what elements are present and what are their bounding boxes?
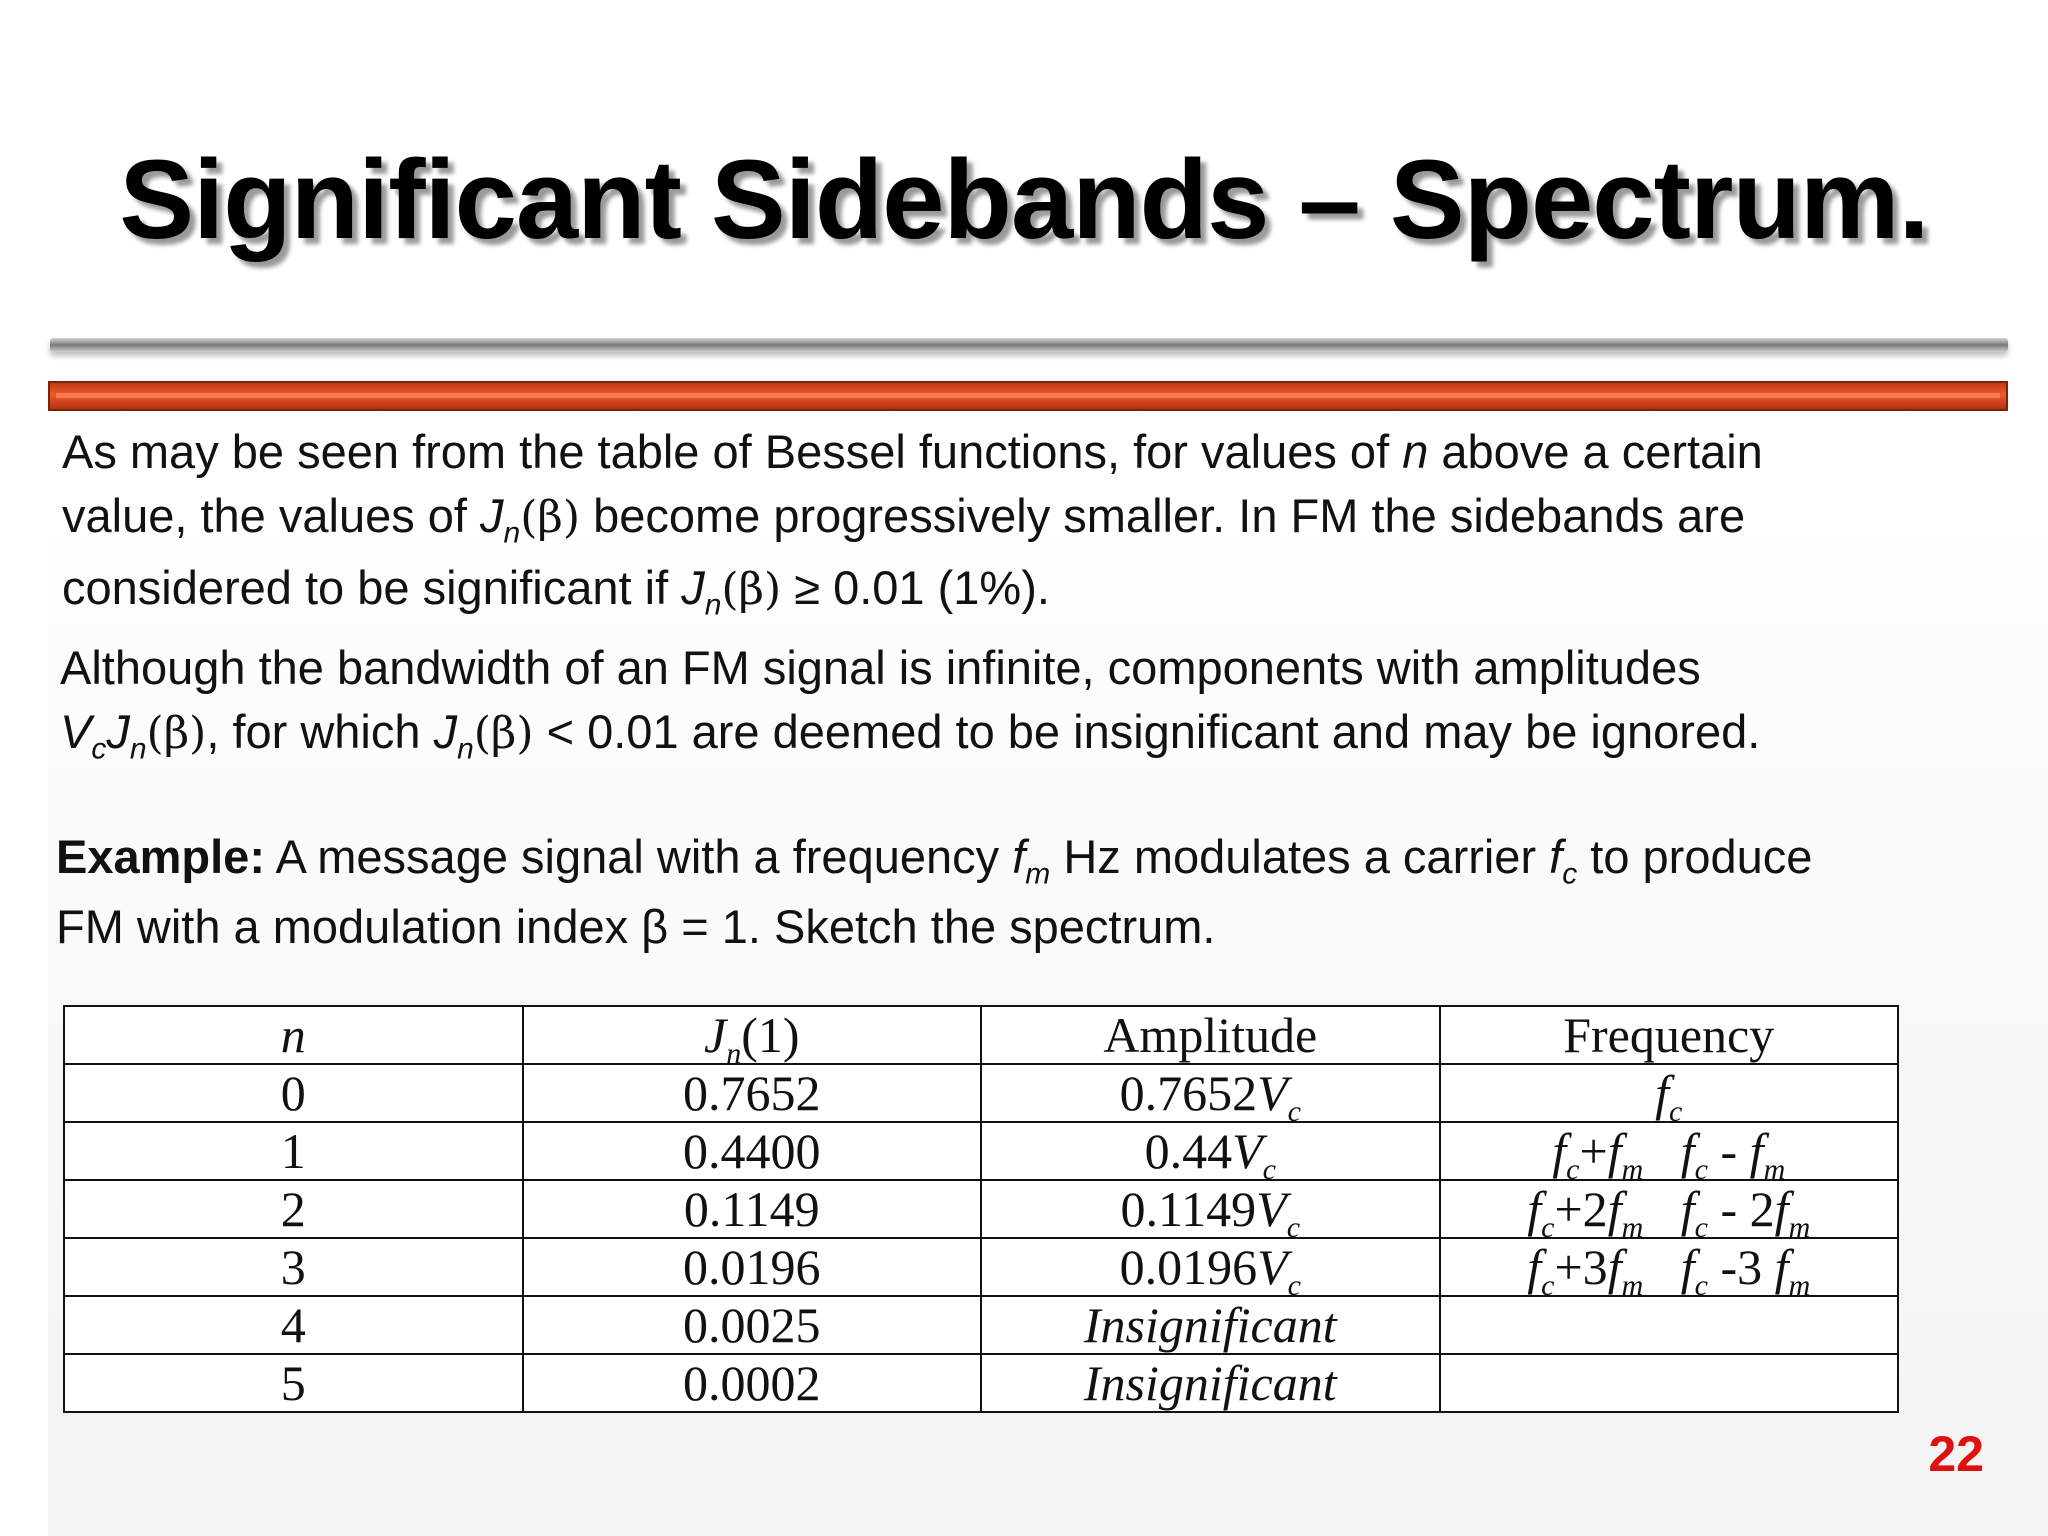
symbol-f: f bbox=[1774, 1181, 1789, 1237]
cell-n: 1 bbox=[64, 1122, 523, 1180]
paragraph-line bbox=[62, 420, 2022, 484]
header-jn bbox=[523, 1006, 982, 1070]
symbol-V: V bbox=[1257, 1065, 1288, 1121]
symbol-f: f bbox=[1549, 830, 1563, 883]
subscript-n: n bbox=[503, 516, 521, 550]
paragraph-line: FM with a modulation index β = 1. Sketch the spectrum. bbox=[56, 900, 1216, 953]
symbol-f: f bbox=[1527, 1239, 1542, 1295]
beta-arg: (β) bbox=[473, 708, 534, 759]
symbol-f: f bbox=[1774, 1239, 1789, 1295]
text-run: to produce bbox=[1577, 830, 1813, 883]
text-run: -3 bbox=[1708, 1239, 1775, 1295]
cell-n: 5 bbox=[64, 1354, 523, 1412]
header-n: n bbox=[64, 1006, 523, 1064]
bessel-table bbox=[63, 1005, 1899, 1413]
symbol-f: f bbox=[1680, 1123, 1695, 1179]
cell-jn: 0.1149 bbox=[523, 1180, 982, 1238]
subscript-m: m bbox=[1763, 1153, 1786, 1186]
header-amplitude: Amplitude bbox=[981, 1006, 1440, 1064]
table-row bbox=[64, 1122, 1898, 1180]
table-row bbox=[64, 1180, 1898, 1238]
text-run: considered to be significant if bbox=[62, 561, 682, 614]
subscript-c: c bbox=[1541, 1269, 1555, 1302]
text-run: A message signal with a frequency bbox=[264, 830, 1013, 883]
symbol-f: f bbox=[1680, 1181, 1695, 1237]
text-run: +3 bbox=[1554, 1239, 1608, 1295]
symbol-J: J bbox=[106, 705, 130, 758]
example-paragraph bbox=[56, 822, 2016, 962]
symbol-J: J bbox=[681, 561, 705, 614]
table-row bbox=[64, 1238, 1898, 1296]
text-run: 0.44 bbox=[1144, 1123, 1233, 1179]
table-row bbox=[64, 1354, 1898, 1412]
subscript-c: c bbox=[1694, 1269, 1708, 1302]
beta-arg: (β) bbox=[146, 708, 207, 759]
subscript-n: n bbox=[129, 732, 147, 766]
subscript-m: m bbox=[1788, 1269, 1811, 1302]
subscript-c: c bbox=[1694, 1211, 1708, 1244]
text-run: - bbox=[1708, 1123, 1750, 1179]
subscript-m: m bbox=[1621, 1211, 1644, 1244]
symbol-V: V bbox=[1232, 1123, 1263, 1179]
cell-jn: 0.0196 bbox=[523, 1238, 982, 1296]
symbol-J: J bbox=[433, 705, 458, 758]
symbol-f: f bbox=[1749, 1123, 1764, 1179]
symbol-f: f bbox=[1012, 830, 1026, 883]
cell-frequency bbox=[1440, 1064, 1899, 1128]
paragraph-line: Although the bandwidth of an FM signal is infinite, components with amplitudes bbox=[60, 641, 1701, 694]
text-run: , for which bbox=[206, 705, 434, 758]
subscript-c: c bbox=[1562, 857, 1578, 891]
symbol-V: V bbox=[1257, 1239, 1288, 1295]
cell-amplitude bbox=[981, 1064, 1440, 1128]
cell-frequency bbox=[1440, 1354, 1899, 1412]
cell-n: 3 bbox=[64, 1238, 523, 1296]
cell-jn: 0.4400 bbox=[523, 1122, 982, 1180]
cell-frequency bbox=[1440, 1122, 1899, 1186]
symbol-f: f bbox=[1607, 1239, 1622, 1295]
cell-jn: 0.0002 bbox=[523, 1354, 982, 1412]
text-run: ≥ 0.01 (1%). bbox=[781, 561, 1050, 614]
subscript-c: c bbox=[1694, 1153, 1708, 1186]
subscript-c: c bbox=[1287, 1269, 1301, 1302]
subscript-c: c bbox=[1566, 1153, 1580, 1186]
cell-amplitude bbox=[981, 1180, 1440, 1244]
cell-jn: 0.7652 bbox=[523, 1064, 982, 1122]
subscript-n: n bbox=[704, 588, 722, 622]
symbol-f: f bbox=[1607, 1181, 1622, 1237]
text-run: 0.1149 bbox=[1120, 1181, 1257, 1237]
subscript-c: c bbox=[1286, 1211, 1301, 1244]
cell-frequency bbox=[1440, 1180, 1899, 1244]
subscript-c: c bbox=[1287, 1095, 1301, 1128]
cell-amplitude bbox=[981, 1122, 1440, 1186]
text-run: As may be seen from the table of Bessel functions, for values of bbox=[62, 425, 1403, 478]
symbol-f: f bbox=[1552, 1123, 1567, 1179]
table-row bbox=[64, 1296, 1898, 1354]
text-run: < 0.01 are deemed to be insignificant and may be ignored. bbox=[533, 705, 1761, 758]
text-run: 0.7652 bbox=[1119, 1065, 1258, 1121]
subscript-c: c bbox=[1262, 1153, 1276, 1186]
cell-amplitude: Insignificant bbox=[981, 1296, 1440, 1354]
symbol-f: f bbox=[1655, 1065, 1670, 1121]
title-divider-red bbox=[48, 381, 2008, 411]
paragraph-line bbox=[62, 556, 2022, 622]
symbol-V: V bbox=[1256, 1181, 1287, 1237]
paragraph-line bbox=[62, 484, 2022, 550]
symbol-J: J bbox=[480, 489, 504, 542]
cell-jn: 0.0025 bbox=[523, 1296, 982, 1354]
beta-arg: (β) bbox=[520, 492, 581, 543]
cell-n: 4 bbox=[64, 1296, 523, 1354]
table-row bbox=[64, 1064, 1898, 1122]
text-run: +2 bbox=[1554, 1181, 1608, 1237]
paragraph-line bbox=[60, 700, 2020, 766]
text-run: - 2 bbox=[1708, 1181, 1775, 1237]
symbol-f: f bbox=[1680, 1239, 1695, 1295]
text-run: value, the values of bbox=[62, 489, 481, 542]
text-run: above a certain bbox=[1428, 425, 1763, 478]
text-run: Hz modulates a carrier bbox=[1050, 830, 1550, 883]
cell-n: 2 bbox=[64, 1180, 523, 1238]
title-divider-grey bbox=[50, 338, 2008, 352]
paragraph-bessel-intro bbox=[62, 420, 2022, 622]
page-number: 22 bbox=[1928, 1426, 1984, 1482]
cell-amplitude: Insignificant bbox=[981, 1354, 1440, 1412]
table-header-row bbox=[64, 1006, 1898, 1064]
subscript-n: n bbox=[457, 732, 474, 766]
text-run: (1) bbox=[741, 1007, 800, 1063]
cell-amplitude bbox=[981, 1238, 1440, 1302]
symbol-f: f bbox=[1527, 1181, 1542, 1237]
slide-title: Significant Sidebands – Spectrum. bbox=[119, 137, 1929, 262]
beta-arg: (β) bbox=[721, 564, 782, 615]
cell-frequency bbox=[1440, 1238, 1899, 1302]
header-frequency: Frequency bbox=[1440, 1006, 1899, 1064]
cell-n: 0 bbox=[64, 1064, 523, 1122]
subscript-m: m bbox=[1621, 1153, 1644, 1186]
subscript-c: c bbox=[1669, 1095, 1683, 1128]
subscript-m: m bbox=[1621, 1269, 1644, 1302]
variable-n: n bbox=[1402, 425, 1429, 478]
symbol-f: f bbox=[1607, 1123, 1622, 1179]
cell-frequency bbox=[1440, 1296, 1899, 1354]
subscript-n: n bbox=[726, 1037, 742, 1070]
subscript-c: c bbox=[91, 732, 107, 766]
symbol-V: V bbox=[60, 705, 92, 758]
text-run: become progressively smaller. In FM the sidebands are bbox=[580, 489, 1746, 542]
subscript-m: m bbox=[1025, 857, 1051, 891]
text-run: + bbox=[1579, 1123, 1608, 1179]
paragraph-insignificant bbox=[60, 636, 2020, 766]
text-run: 0.0196 bbox=[1119, 1239, 1258, 1295]
paragraph-line bbox=[56, 822, 2016, 892]
symbol-J: J bbox=[703, 1007, 727, 1063]
example-label: Example: bbox=[56, 830, 265, 883]
subscript-m: m bbox=[1788, 1211, 1811, 1244]
subscript-c: c bbox=[1541, 1211, 1555, 1244]
